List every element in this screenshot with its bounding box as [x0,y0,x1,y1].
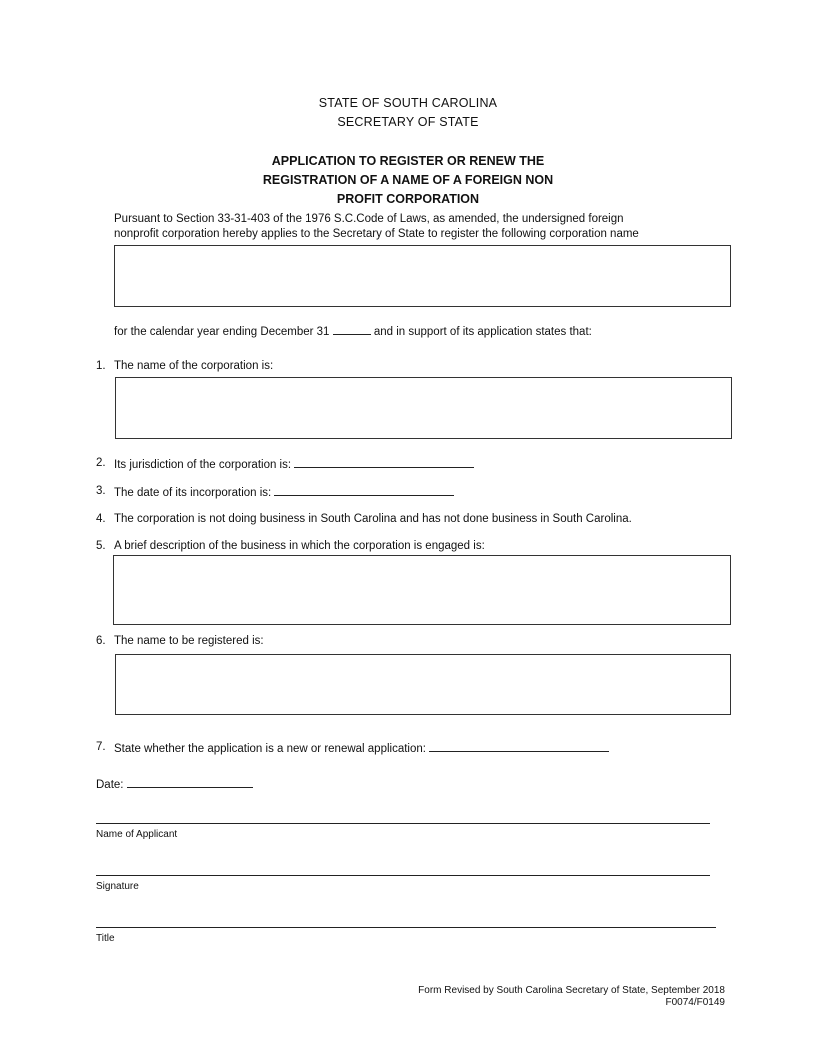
calendar-year-label: for the calendar year ending December 31 [114,326,330,338]
date-label: Date: [96,779,124,791]
item-5-number: 5. [96,540,106,552]
date-field[interactable] [127,777,253,788]
application-type-field[interactable] [429,741,609,752]
item-1-number: 1. [96,360,106,372]
applicant-name-line[interactable] [96,823,710,824]
item-6-text: The name to be registered is: [114,635,264,647]
item-7-number: 7. [96,741,106,753]
calendar-year-field[interactable] [333,324,371,335]
form-revised-note: Form Revised by South Carolina Secretary of State, September 2018 [418,985,725,996]
applicant-name-label: Name of Applicant [96,829,178,840]
business-description-box[interactable] [113,555,731,625]
item-3-text: The date of its incorporation is: [114,487,272,499]
form-title-line-3: PROFIT CORPORATION [336,192,480,206]
signature-line[interactable] [96,875,710,876]
form-number: F0074/F0149 [665,997,725,1008]
date-line [96,777,253,791]
signature-label: Signature [96,881,139,892]
item-6-number: 6. [96,635,106,647]
title-label: Title [96,933,115,944]
corporation-name-register-box[interactable] [114,245,731,307]
item-4-text: The corporation is not doing business in South Carolina and has not done business in South Carolina. [114,513,632,525]
intro-line-1: Pursuant to Section 33-31-403 of the 1976 S.C.Code of Laws, as amended, the undersigned foreign [114,213,624,225]
item-2-line [114,457,474,471]
corporation-name-box[interactable] [115,377,732,439]
item-2-text: Its jurisdiction of the corporation is: [114,459,292,471]
item-1-text: The name of the corporation is: [114,360,274,372]
calendar-year-suffix: and in support of its application states that: [373,326,592,338]
form-title-line-1: APPLICATION TO REGISTER OR RENEW THE [271,154,545,168]
item-7-text: State whether the application is a new or renewal application: [114,743,426,755]
item-2-number: 2. [96,457,106,469]
jurisdiction-field[interactable] [294,457,474,468]
registered-name-box[interactable] [115,654,731,715]
item-3-line [114,485,454,499]
item-3-number: 3. [96,485,106,497]
calendar-year-line [114,324,592,338]
office-heading: SECRETARY OF STATE [337,115,479,129]
item-7-line [114,741,609,755]
intro-line-2: nonprofit corporation hereby applies to the Secretary of State to register the following corporation name [114,228,639,240]
title-line[interactable] [96,927,716,928]
form-title-line-2: REGISTRATION OF A NAME OF A FOREIGN NON [262,173,554,187]
item-5-text: A brief description of the business in which the corporation is engaged is: [114,540,485,552]
item-4-number: 4. [96,513,106,525]
state-heading: STATE OF SOUTH CAROLINA [318,96,498,110]
incorporation-date-field[interactable] [274,485,454,496]
